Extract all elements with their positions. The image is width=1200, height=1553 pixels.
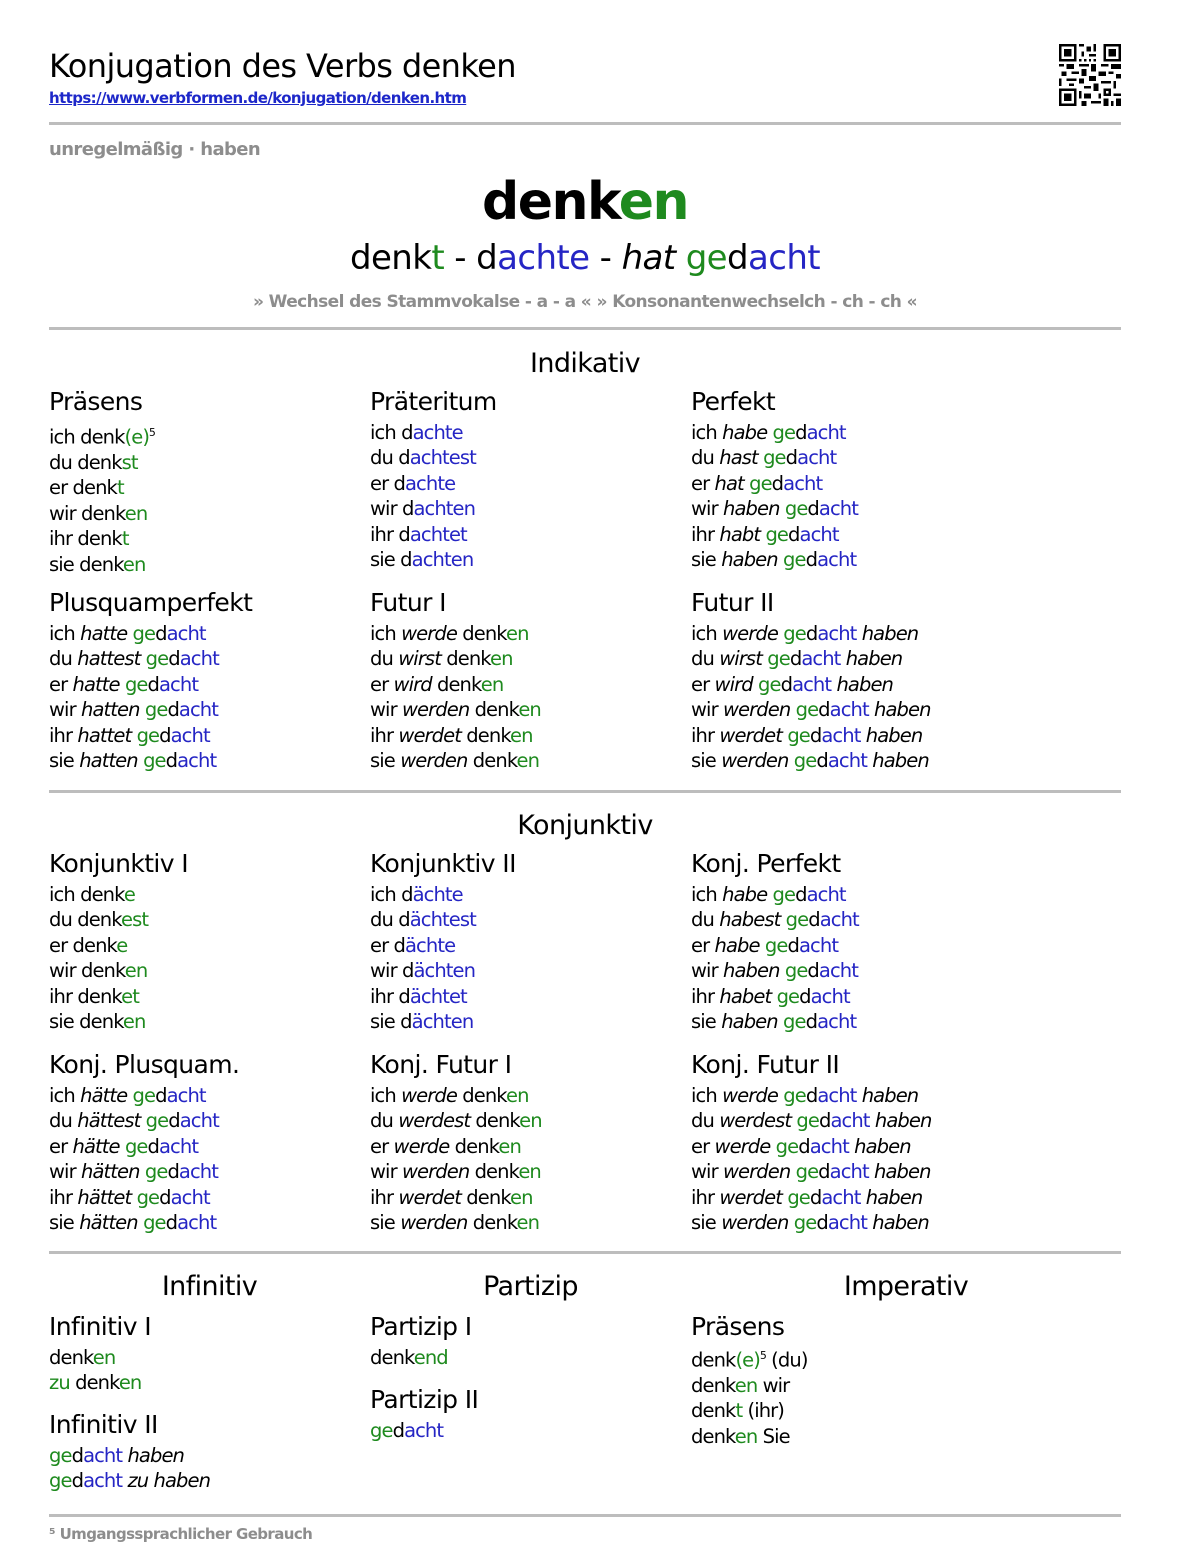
conjugation-row: er wird denken — [370, 672, 504, 696]
conjugation-row: sie werden denken — [370, 1211, 540, 1235]
block-plusquamperfekt — [49, 587, 379, 773]
conjugation-row: er hätte gedacht — [49, 1134, 199, 1158]
conjugation-row: du hättest gedacht — [49, 1109, 219, 1133]
block-futur1 — [370, 587, 700, 773]
conjugation-row: wir denken — [49, 959, 148, 983]
conjugation-row: sie haben gedacht — [691, 1010, 857, 1034]
conjugation-row: er dachte — [370, 471, 456, 495]
conjugation-row: ich habe gedacht — [691, 883, 846, 906]
conjugation-row: ich dächte — [370, 883, 463, 906]
qr-code-icon — [1059, 44, 1121, 106]
block-title: Präsens — [691, 1312, 785, 1341]
conjugation-row: ihr denkt — [49, 527, 129, 551]
conjugation-row: du denkst — [49, 450, 138, 474]
conjugation-row: er werde denken — [370, 1134, 521, 1158]
verb-headword: denken — [482, 172, 688, 232]
conjugation-row: ich werde gedacht haben — [691, 622, 919, 645]
conjugation-row: denken — [49, 1346, 116, 1369]
conjugation-row: denkend — [370, 1346, 448, 1369]
divider — [49, 1514, 1121, 1517]
conjugation-row: du werdest gedacht haben — [691, 1109, 932, 1133]
conjugation-row: denken Sie — [691, 1424, 790, 1448]
conjugation-row: du hattest gedacht — [49, 647, 219, 671]
footnote: ⁵ Umgangssprachlicher Gebrauch — [49, 1525, 313, 1543]
conjugation-row: er hat gedacht — [691, 471, 823, 495]
conjugation-row: sie werden gedacht haben — [691, 1211, 929, 1235]
block-praesens — [49, 386, 379, 577]
block-title: Konjunktiv II — [370, 849, 516, 878]
conjugation-row: ihr hattet gedacht — [49, 723, 210, 747]
conjugation-row: du wirst gedacht haben — [691, 647, 903, 671]
block-imperativ-praesens — [691, 1311, 1021, 1449]
block-title: Infinitiv I — [49, 1312, 152, 1341]
principal-parts: denkt - dachte - hat gedacht — [349, 238, 821, 278]
conjugation-row: sie denken — [49, 1010, 146, 1034]
block-title: Präsens — [49, 387, 143, 416]
divider — [49, 122, 1121, 125]
conjugation-row: ich hatte gedacht — [49, 622, 206, 645]
conjugation-row: du denkest — [49, 908, 149, 932]
block-title: Infinitiv II — [49, 1410, 158, 1439]
conjugation-row: ihr dächtet — [370, 984, 467, 1008]
conjugation-row: wir hatten gedacht — [49, 698, 218, 722]
block-title: Konj. Futur II — [691, 1050, 840, 1079]
section-title-partizip: Partizip — [483, 1271, 578, 1302]
conjugation-row: sie denken — [49, 552, 146, 576]
conjugation-row: ihr habt gedacht — [691, 522, 839, 546]
verb-meta: unregelmäßig · haben — [49, 139, 261, 160]
conjugation-row: wir dächten — [370, 959, 476, 983]
block-title: Perfekt — [691, 387, 776, 416]
source-link[interactable]: https://www.verbformen.de/konjugation/denken.htm — [49, 89, 467, 107]
conjugation-row: ihr werdet denken — [370, 1185, 533, 1209]
section-title-konjunktiv: Konjunktiv — [517, 810, 653, 841]
conjugation-row: ich werde denken — [370, 622, 529, 645]
page-title: Konjugation des Verbs denken — [49, 47, 516, 85]
conjugation-row: ich habe gedacht — [691, 421, 846, 444]
divider — [49, 1251, 1121, 1254]
conjugation-row: er denke — [49, 933, 128, 957]
conjugation-row: wir werden denken — [370, 698, 541, 722]
conjugation-row: wir werden gedacht haben — [691, 698, 931, 722]
conjugation-row: denken wir — [691, 1373, 790, 1397]
conjugation-row: wir werden denken — [370, 1160, 541, 1184]
conjugation-row: du wirst denken — [370, 647, 513, 671]
conjugation-row: gedacht — [370, 1419, 444, 1442]
conjugation-row: gedacht zu haben — [49, 1469, 211, 1493]
conjugation-row: sie werden denken — [370, 749, 540, 773]
conjugation-row: ich $denk(e)^5$ — [49, 425, 155, 449]
block-konjunktiv1 — [49, 848, 379, 1034]
block-title: Konjunktiv I — [49, 849, 189, 878]
conjugation-row: wir werden gedacht haben — [691, 1160, 931, 1184]
block-title: Konj. Perfekt — [691, 849, 841, 878]
conjugation-row: er werde gedacht haben — [691, 1134, 911, 1158]
conjugation-row: ihr werdet gedacht haben — [691, 1185, 923, 1209]
block-title: Konj. Plusquam. — [49, 1050, 240, 1079]
conjugation-row: ihr habet gedacht — [691, 984, 850, 1008]
conjugation-row: du dächtest — [370, 908, 476, 932]
block-futur2 — [691, 587, 1021, 773]
conjugation-row: er wird gedacht haben — [691, 672, 893, 696]
section-title-infinitiv: Infinitiv — [161, 1271, 258, 1302]
block-title: Plusquamperfekt — [49, 588, 253, 617]
conjugation-row: du hast gedacht — [691, 446, 837, 470]
conjugation-row: du habest gedacht — [691, 908, 859, 932]
section-title-indikativ: Indikativ — [529, 348, 641, 379]
conjugation-row: $denk(e)^5$ (du) — [691, 1348, 808, 1372]
conjugation-row: sie werden gedacht haben — [691, 749, 929, 773]
conjugation-row: sie haben gedacht — [691, 548, 857, 572]
conjugation-row: ich werde gedacht haben — [691, 1084, 919, 1107]
conjugation-row: ihr hättet gedacht — [49, 1185, 210, 1209]
conjugation-row: ich denke — [49, 883, 135, 906]
conjugation-row: zu denken — [49, 1371, 142, 1395]
conjugation-row: wir dachten — [370, 497, 476, 521]
conjugation-row: ihr werdet gedacht haben — [691, 723, 923, 747]
block-konj-perfekt — [691, 848, 1021, 1034]
divider — [49, 327, 1121, 330]
conjugation-row: wir denken — [49, 501, 148, 525]
divider — [49, 790, 1121, 793]
conjugation-row: ihr denket — [49, 984, 139, 1008]
conjugation-row: denkt (ihr) — [691, 1399, 784, 1423]
conjugation-row: ich hätte gedacht — [49, 1084, 206, 1107]
conjugation-row: er dächte — [370, 933, 456, 957]
block-partizip1 — [370, 1311, 700, 1370]
block-konj-plusquam — [49, 1049, 379, 1235]
block-konj-futur1 — [370, 1049, 700, 1235]
conjugation-row: wir hätten gedacht — [49, 1160, 218, 1184]
conjugation-row: du werdest denken — [370, 1109, 542, 1133]
conjugation-row: ihr werdet denken — [370, 723, 533, 747]
block-partizip2 — [370, 1384, 700, 1443]
conjugation-row: wir haben gedacht — [691, 497, 858, 521]
block-title: Futur II — [691, 588, 774, 617]
conjugation-row: sie dachten — [370, 548, 474, 572]
stem-change-notes: » Wechsel des Stammvokalse - a - a « » Konsonantenwechselch - ch - ch « — [252, 292, 918, 312]
conjugation-row: ich dachte — [370, 421, 463, 444]
block-title: Partizip I — [370, 1312, 472, 1341]
section-title-imperativ: Imperativ — [843, 1271, 969, 1302]
conjugation-row: er denkt — [49, 476, 124, 500]
conjugation-row: sie hatten gedacht — [49, 749, 217, 773]
block-perfekt — [691, 386, 1021, 572]
block-title: Partizip II — [370, 1385, 479, 1414]
conjugation-row: du dachtest — [370, 446, 476, 470]
conjugation-row: sie dächten — [370, 1010, 474, 1034]
conjugation-row: er habe gedacht — [691, 933, 839, 957]
conjugation-row: gedacht haben — [49, 1444, 184, 1467]
conjugation-row: ich werde denken — [370, 1084, 529, 1107]
block-infinitiv1 — [49, 1311, 379, 1396]
block-title: Futur I — [370, 588, 446, 617]
conjugation-row: ihr dachtet — [370, 522, 467, 546]
block-title: Konj. Futur I — [370, 1050, 512, 1079]
conjugation-row: sie hätten gedacht — [49, 1211, 217, 1235]
block-konjunktiv2 — [370, 848, 700, 1034]
block-praeteritum — [370, 386, 700, 572]
block-konj-futur2 — [691, 1049, 1021, 1235]
conjugation-row: er hatte gedacht — [49, 672, 199, 696]
conjugation-row: wir haben gedacht — [691, 959, 858, 983]
block-infinitiv2 — [49, 1409, 379, 1494]
block-title: Präteritum — [370, 387, 497, 416]
